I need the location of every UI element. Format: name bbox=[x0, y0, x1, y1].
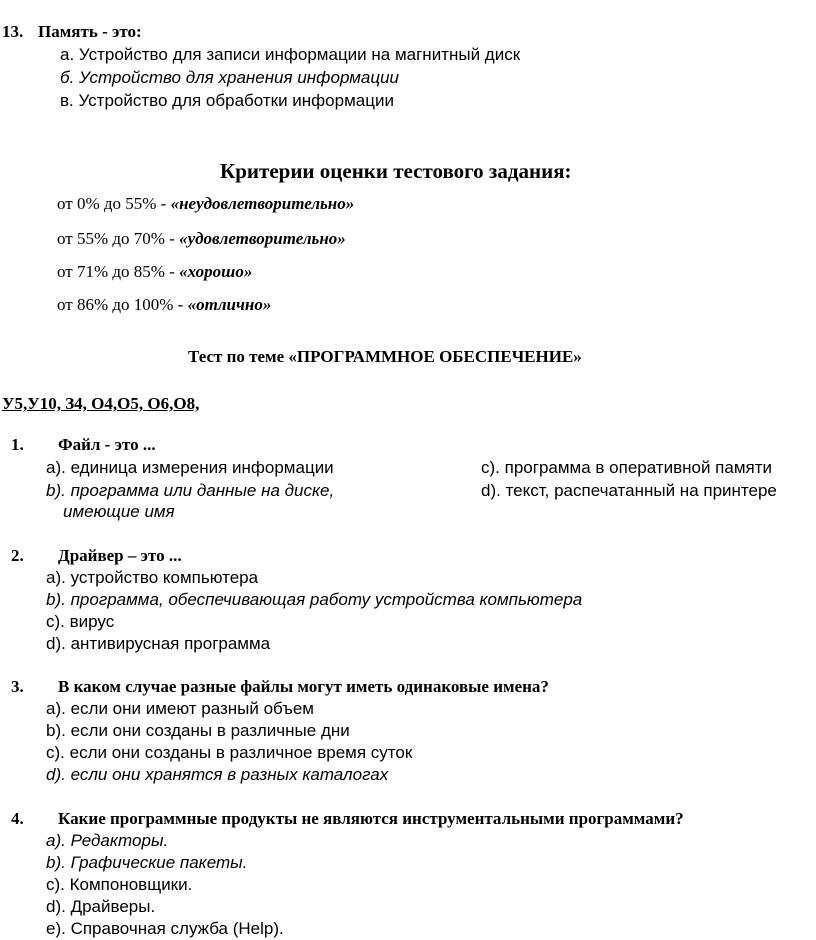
q1-option-d bbox=[481, 480, 777, 502]
option-text: если они хранятся в разных каталогах bbox=[70, 765, 389, 784]
criteria-row bbox=[57, 193, 354, 215]
q4-option-b bbox=[46, 852, 247, 874]
option-text: текст, распечатанный на принтере bbox=[505, 481, 777, 500]
q2-option-a bbox=[46, 567, 258, 589]
option-marker: c). bbox=[481, 458, 500, 477]
option-marker: б. bbox=[60, 68, 75, 87]
q1-option-c bbox=[481, 457, 772, 479]
q13-option-c bbox=[60, 90, 394, 112]
option-text: вирус bbox=[69, 612, 115, 631]
option-text: Редакторы. bbox=[70, 831, 169, 850]
q1-number: 1. bbox=[11, 435, 24, 454]
q2-option-c bbox=[46, 611, 114, 633]
criteria-range: от 86% до 100% - bbox=[57, 295, 188, 314]
q1-title: Файл - это ... bbox=[58, 435, 156, 454]
option-text: программа в оперативной памяти bbox=[504, 458, 773, 477]
q4-option-d bbox=[46, 896, 155, 918]
q13-option-b bbox=[60, 67, 399, 89]
q3-option-b bbox=[46, 720, 350, 742]
option-text: Графические пакеты. bbox=[70, 853, 248, 872]
q13-number: 13. bbox=[2, 22, 24, 41]
option-marker: в. bbox=[60, 91, 74, 110]
criteria-row bbox=[57, 228, 346, 250]
q2-option-d bbox=[46, 633, 270, 655]
q3-option-d bbox=[46, 764, 388, 786]
option-marker: b). bbox=[46, 853, 66, 872]
criteria-row bbox=[57, 294, 271, 316]
option-text: если они созданы в различное время суток bbox=[69, 743, 413, 762]
q1-option-b-continued bbox=[63, 501, 175, 523]
criteria-range: от 0% до 55% - bbox=[57, 194, 171, 213]
q2-number: 2. bbox=[11, 546, 24, 565]
option-marker: a). bbox=[46, 831, 66, 850]
q2-title: Драйвер – это ... bbox=[58, 546, 182, 565]
option-text: если они созданы в различные дни bbox=[70, 721, 350, 740]
option-text: устройство компьютера bbox=[70, 568, 259, 587]
option-text: Компоновщики. bbox=[69, 875, 193, 894]
q2-option-b bbox=[46, 589, 582, 611]
option-marker: a). bbox=[46, 458, 66, 477]
criteria-range: от 55% до 70% - bbox=[57, 229, 180, 248]
competency-codes: У5,У10, З4, О4,О5, О6,О8, bbox=[2, 394, 200, 413]
option-text: Устройство для хранения информации bbox=[79, 68, 399, 87]
option-marker: d). bbox=[46, 765, 66, 784]
option-marker: a). bbox=[46, 568, 66, 587]
option-marker: c). bbox=[46, 743, 65, 762]
q1-option-b bbox=[46, 480, 334, 502]
option-text: Устройство для записи информации на магнитный диск bbox=[78, 45, 521, 64]
q1-option-a bbox=[46, 457, 334, 479]
option-marker: а. bbox=[60, 45, 75, 64]
q3-number: 3. bbox=[11, 677, 24, 696]
option-marker: e). bbox=[46, 919, 66, 938]
option-text: программа или данные на диске, bbox=[70, 481, 335, 500]
option-text: Драйверы. bbox=[70, 897, 156, 916]
q3-title: В каком случае разные файлы могут иметь одинаковые имена? bbox=[58, 677, 549, 696]
option-marker: d). bbox=[46, 634, 66, 653]
q13-option-a bbox=[60, 44, 520, 66]
q4-number: 4. bbox=[11, 809, 24, 828]
option-marker: c). bbox=[46, 875, 65, 894]
q4-title: Какие программные продукты не являются инструментальными программами? bbox=[58, 809, 684, 828]
option-marker: d). bbox=[46, 897, 66, 916]
option-marker: b). bbox=[46, 481, 66, 500]
option-marker: b). bbox=[46, 590, 66, 609]
option-text: программа, обеспечивающая работу устройства компьютера bbox=[70, 590, 583, 609]
q4-option-e bbox=[46, 918, 284, 940]
criteria-range: от 71% до 85% - bbox=[57, 262, 180, 281]
option-text: единица измерения информации bbox=[70, 458, 334, 477]
option-marker: c). bbox=[46, 612, 65, 631]
option-marker: b). bbox=[46, 721, 66, 740]
criteria-heading: Критерии оценки тестового задания: bbox=[220, 159, 572, 183]
option-text: Устройство для обработки информации bbox=[78, 91, 394, 110]
criteria-grade: «удовлетворительно» bbox=[179, 229, 346, 248]
option-text: имеющие имя bbox=[63, 502, 175, 521]
q13-title: Память - это: bbox=[38, 22, 142, 41]
q3-option-c bbox=[46, 742, 412, 764]
criteria-grade: «хорошо» bbox=[179, 262, 253, 281]
criteria-grade: «отлично» bbox=[187, 295, 272, 314]
option-text: Справочная служба (Help). bbox=[70, 919, 284, 938]
criteria-grade: «неудовлетворительно» bbox=[170, 194, 355, 213]
option-marker: a). bbox=[46, 699, 66, 718]
option-text: если они имеют разный объем bbox=[70, 699, 314, 718]
test-title: Тест по теме «ПРОГРАММНОЕ ОБЕСПЕЧЕНИЕ» bbox=[188, 347, 582, 366]
q4-option-c bbox=[46, 874, 192, 896]
q4-option-a bbox=[46, 830, 168, 852]
q3-option-a bbox=[46, 698, 314, 720]
option-text: антивирусная программа bbox=[70, 634, 271, 653]
criteria-row bbox=[57, 261, 252, 283]
option-marker: d). bbox=[481, 481, 501, 500]
